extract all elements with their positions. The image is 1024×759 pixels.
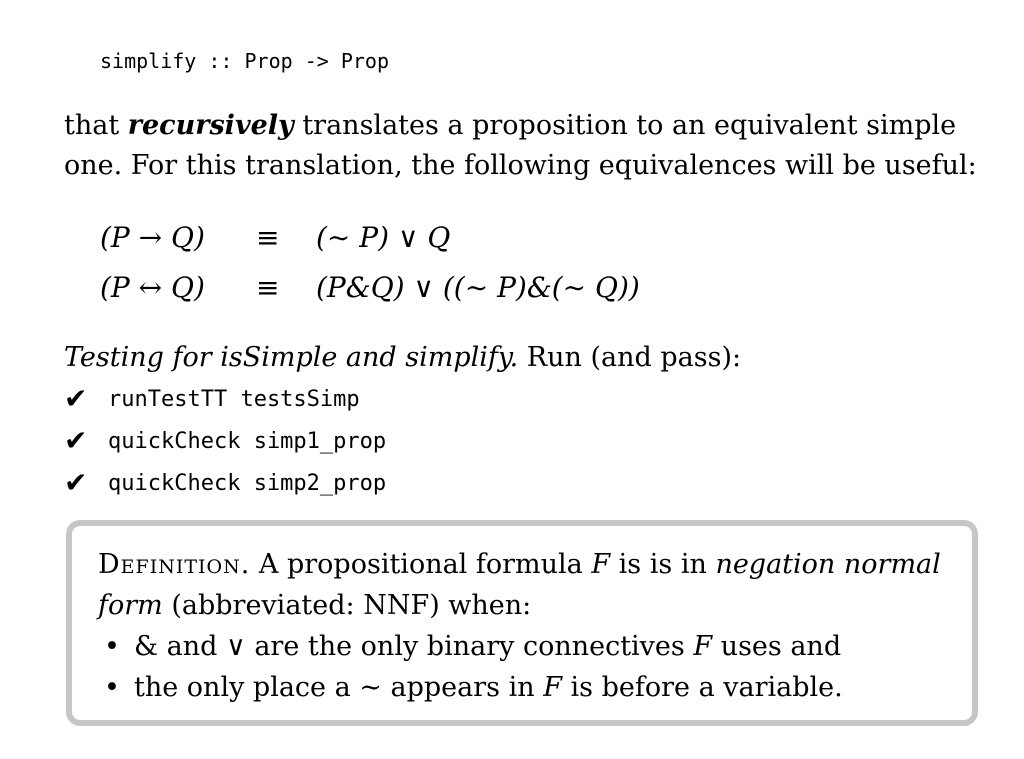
- intro-paragraph: [64, 106, 994, 186]
- testing-label: Testing for isSimple and simplify.: [64, 342, 519, 373]
- definition-text: [98, 544, 958, 708]
- bullet-pre: the only place a ∼ appears in: [134, 672, 544, 703]
- checkmark-icon: ✔: [64, 382, 88, 415]
- bullet-pre: & and ∨ are the only binary connectives: [134, 631, 694, 662]
- bullet-var: F: [693, 631, 713, 662]
- definition-bullet: [98, 667, 958, 708]
- equivalence-rhs: (∼ P) ∨ Q: [316, 221, 451, 254]
- checkmark-icon: ✔: [64, 424, 88, 457]
- equivalence-operator: ≡: [256, 221, 280, 254]
- equivalence-operator: ≡: [256, 271, 280, 304]
- equivalence-lhs: (P → Q): [100, 221, 205, 254]
- check-command: runTestTT testsSimp: [108, 387, 360, 412]
- bullet-post: is before a variable.: [561, 672, 843, 703]
- code-signature: simplify :: Prop -> Prop: [100, 49, 389, 73]
- bullet-icon: •: [104, 631, 120, 662]
- testing-rest: Run (and pass):: [518, 342, 742, 373]
- testing-line: [64, 338, 741, 378]
- definition-heading: Definition.: [98, 549, 251, 580]
- definition-text-1: A propositional formula: [250, 549, 592, 580]
- intro-before: that: [64, 110, 128, 141]
- intro-after: translates a proposition to an equivalent simple one. For this translation, the following equivalences will be useful:: [64, 110, 977, 181]
- check-command: quickCheck simp1_prop: [108, 429, 387, 454]
- bullet-icon: •: [104, 672, 120, 703]
- bullet-post: uses and: [712, 631, 842, 662]
- equivalence-lhs: (P ↔ Q): [100, 271, 205, 304]
- check-command: quickCheck simp2_prop: [108, 471, 387, 496]
- definition-var-f: F: [591, 549, 611, 580]
- definition-text-2: is is in: [610, 549, 716, 580]
- definition-box: [66, 520, 978, 726]
- intro-emphasis: recursively: [127, 110, 294, 141]
- definition-bullet: [98, 626, 958, 667]
- checkmark-icon: ✔: [64, 466, 88, 499]
- equivalence-rhs: (P&Q) ∨ ((∼ P)&(∼ Q)): [316, 271, 640, 304]
- definition-term: negation normal form: [98, 549, 941, 621]
- definition-bullets: [98, 626, 958, 708]
- definition-text-3: (abbreviated: NNF) when:: [162, 590, 532, 621]
- bullet-var: F: [543, 672, 562, 703]
